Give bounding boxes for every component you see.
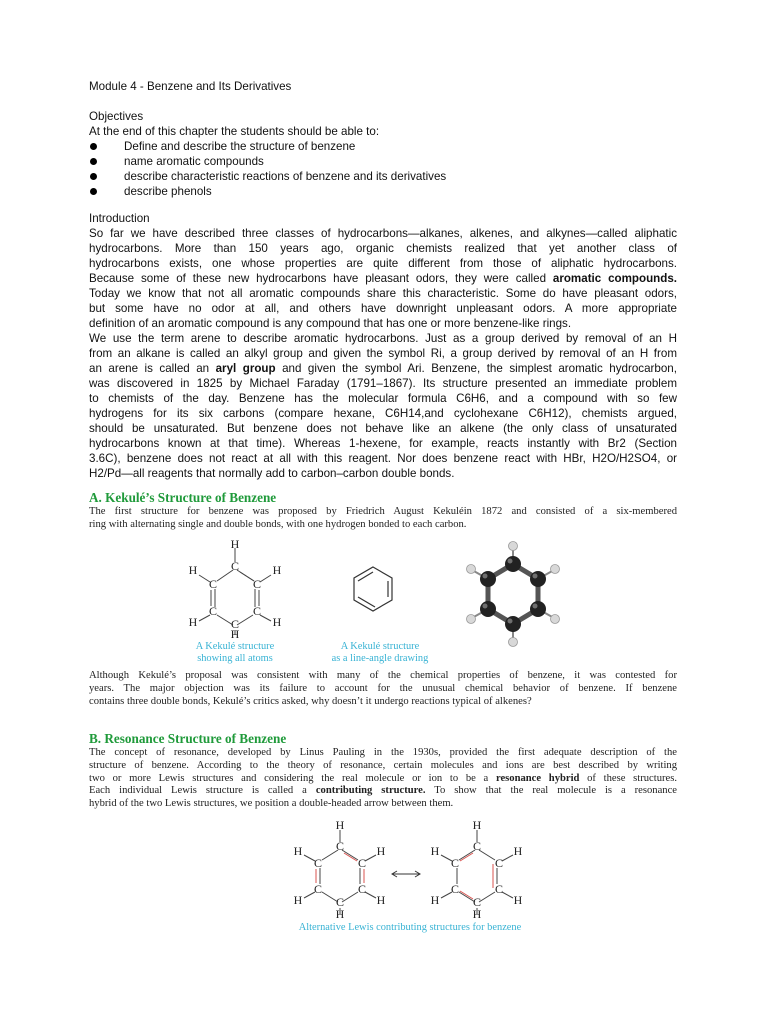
introduction-heading: Introduction [89, 212, 150, 225]
paragraph-line: We use the term arene to describe aromatic hydrocarbons. Just as a group derived by removal of an H [89, 332, 677, 345]
paragraph-line: from an alkane is called an alkyl group and given the symbol Ri, a group derived by removal of an H from [89, 347, 677, 360]
term-aromatic-compounds: aromatic compounds. [552, 272, 677, 285]
atom-h: H [472, 818, 482, 832]
figure-caption-all-atoms: A Kekulé structure showing all atoms [195, 641, 275, 664]
paragraph-line: to chemists of the day. Benzene has the molecular formula C6H6, and a compound with so few [89, 392, 677, 405]
section-b-paragraph [89, 747, 677, 811]
list-item: describe characteristic reactions of benzene and its derivatives [89, 169, 677, 184]
atom-h: H [376, 844, 386, 858]
kekule-line-angle-diagram [348, 562, 398, 620]
atom-c: C [313, 856, 323, 870]
atom-h: H [513, 893, 523, 907]
atom-c: C [494, 882, 504, 896]
paragraph-line: The concept of resonance, developed by Linus Pauling in the 1930s, provided the first adequate description of the [89, 747, 677, 758]
atom-h: H [272, 563, 282, 577]
paragraph-line: years. The major objection was its failure to account for the unusual chemical behavior of benzene. If benzene [89, 682, 677, 694]
carbon-atom-ball [530, 571, 546, 587]
hydrogen-atom-ball [509, 638, 518, 647]
carbon-atom-ball [480, 601, 496, 617]
paragraph-line: hydrocarbons. More than 150 years ago, organic chemists realized that yet another class of [89, 242, 677, 255]
double-headed-arrow [392, 871, 420, 877]
paragraph-line: contains three double bonds, Kekulé’s critics asked, why doesn’t it undergo reactions typical of alkenes? [89, 695, 532, 707]
paragraph-line: hydrocarbons known at that time). Whereas 1-hexene, for example, reacts instantly with Br2 (Section [89, 437, 677, 450]
paragraph-line: but some have no odor at all, and others have downright unpleasant odors. A more appropriate [89, 302, 677, 315]
atom-c: C [252, 604, 262, 618]
atom-h: H [430, 893, 440, 907]
section-a-paragraph [89, 506, 677, 532]
paragraph-line: hydrogens for its six carbons (compare hexane, C6H14,and cyclohexane C6H12), chemists argued, [89, 407, 677, 420]
atom-h: H [513, 844, 523, 858]
list-item: name aromatic compounds [89, 154, 677, 169]
atom-c: C [494, 856, 504, 870]
paragraph-line: ring with alternating single and double bonds, with one hydrogen bonded to each carbon. [89, 518, 467, 530]
hydrogen-atom-ball [467, 565, 476, 574]
atom-c: C [313, 882, 323, 896]
paragraph-line: structure of benzene. According to the theory of resonance, certain molecules and ions are best described by writing [89, 759, 677, 771]
paragraph-line: Although Kekulé’s proposal was consistent with many of the chemical properties of benzene, it was contested for [89, 670, 677, 681]
bullet-icon [90, 188, 97, 195]
carbon-atom-ball [505, 616, 521, 632]
paragraph-line: an arene is called an aryl group and given the symbol Ari. Benzene, the simplest aromatic hydrocarbon, [89, 362, 677, 375]
hydrogen-atom-ball [551, 615, 560, 624]
lewis-structure-1 [294, 818, 386, 921]
paragraph-line: So far we have described three classes of hydrocarbons—alkanes, alkenes, and alkynes—called aliphatic [89, 227, 677, 240]
hydrogen-atom-ball [467, 615, 476, 624]
objectives-list [89, 139, 677, 199]
atom-c: C [335, 839, 345, 853]
benzene-ball-and-stick-model [458, 538, 568, 650]
carbon-atom-ball [480, 571, 496, 587]
paragraph-line: Each individual Lewis structure is called a contributing structure. To show that the real molecule is a resonance [89, 785, 678, 797]
figure-caption-line-angle: A Kekulé structure as a line-angle drawing [331, 641, 429, 664]
paragraph-line: should be unsaturated. But benzene does not behave like an alkene (the only class of unsaturated [89, 422, 677, 435]
list-item: Define and describe the structure of benzene [89, 139, 677, 154]
paragraph-line: was discovered in 1825 by Michael Faraday (1791–1867). Its structure presented an immediate problem [89, 377, 677, 390]
objectives-intro: At the end of this chapter the students should be able to: [89, 125, 380, 138]
atom-c: C [357, 882, 367, 896]
bullet-icon [90, 158, 97, 165]
atom-h: H [230, 627, 240, 641]
atom-h: H [335, 907, 345, 921]
atom-c: C [208, 604, 218, 618]
term-resonance-hybrid: resonance hybrid [495, 772, 580, 784]
bullet-icon [90, 173, 97, 180]
atom-h: H [472, 907, 482, 921]
atom-c: C [252, 577, 262, 591]
atom-h: H [430, 844, 440, 858]
paragraph-line: Because some of these new hydrocarbons have pleasant odors, they were called aromatic compounds. [89, 272, 677, 285]
paragraph-line: hydrocarbons exists, one whose properties are quite different from those of aliphatic hydrocarbons. [89, 257, 677, 270]
module-title: Module 4 - Benzene and Its Derivatives [89, 80, 292, 93]
paragraph-line: hybrid of the two Lewis structures, we position a double-headed arrow between them. [89, 798, 454, 810]
atom-h: H [335, 818, 345, 832]
atom-c: C [472, 839, 482, 853]
atom-c: C [230, 617, 240, 631]
section-b-heading: B. Resonance Structure of Benzene [89, 731, 287, 746]
atom-h: H [188, 615, 198, 629]
paragraph-line: Today we know that not all aromatic compounds share this characteristic. Some do have pleasant odors, [89, 287, 677, 300]
hydrogen-atom-ball [551, 565, 560, 574]
paragraph-line: 3.6C), benzene does not react at all with this reagent. Nor does benzene react with HBr, H2O/H2SO4, or [89, 452, 677, 465]
carbon-atom-ball [505, 556, 521, 572]
atom-h: H [376, 893, 386, 907]
atom-c: C [450, 882, 460, 896]
atom-c: C [472, 895, 482, 909]
objectives-heading: Objectives [89, 110, 144, 123]
atom-c: C [230, 559, 240, 573]
atom-h: H [230, 537, 240, 551]
atom-h: H [293, 844, 303, 858]
atom-h: H [293, 893, 303, 907]
section-a-paragraph-2 [89, 670, 677, 708]
introduction-section [89, 211, 677, 481]
lewis-structure-2 [431, 818, 523, 921]
paragraph-line: definition of an aromatic compound is any compound that has one or more benzene-like rings. [89, 317, 572, 330]
hydrogen-atom-ball [509, 542, 518, 551]
paragraph-line: two or more Lewis structures and considering the real molecule or ion to be a resonance hybrid of these structures. [89, 772, 677, 784]
objectives-section [89, 109, 677, 199]
atom-c: C [335, 895, 345, 909]
kekule-all-atoms-diagram [175, 536, 295, 641]
atom-c: C [357, 856, 367, 870]
term-contributing-structure: contributing structure. [315, 785, 426, 797]
figure-caption-resonance: Alternative Lewis contributing structures for benzene [298, 922, 522, 933]
list-item: describe phenols [89, 184, 677, 199]
section-a-heading: A. Kekulé’s Structure of Benzene [89, 490, 277, 505]
resonance-structures-diagram [280, 818, 542, 922]
atom-h: H [272, 615, 282, 629]
paragraph-line: H2/Pd—all reagents that normally add to carbon–carbon double bonds. [89, 467, 455, 480]
term-aryl-group: aryl group [215, 362, 276, 375]
atom-h: H [188, 563, 198, 577]
atom-c: C [450, 856, 460, 870]
paragraph-line: The first structure for benzene was proposed by Friedrich August Kekuléin 1872 and consisted of a six-membered [89, 506, 677, 517]
bullet-icon [90, 143, 97, 150]
atom-c: C [208, 577, 218, 591]
carbon-atom-ball [530, 601, 546, 617]
